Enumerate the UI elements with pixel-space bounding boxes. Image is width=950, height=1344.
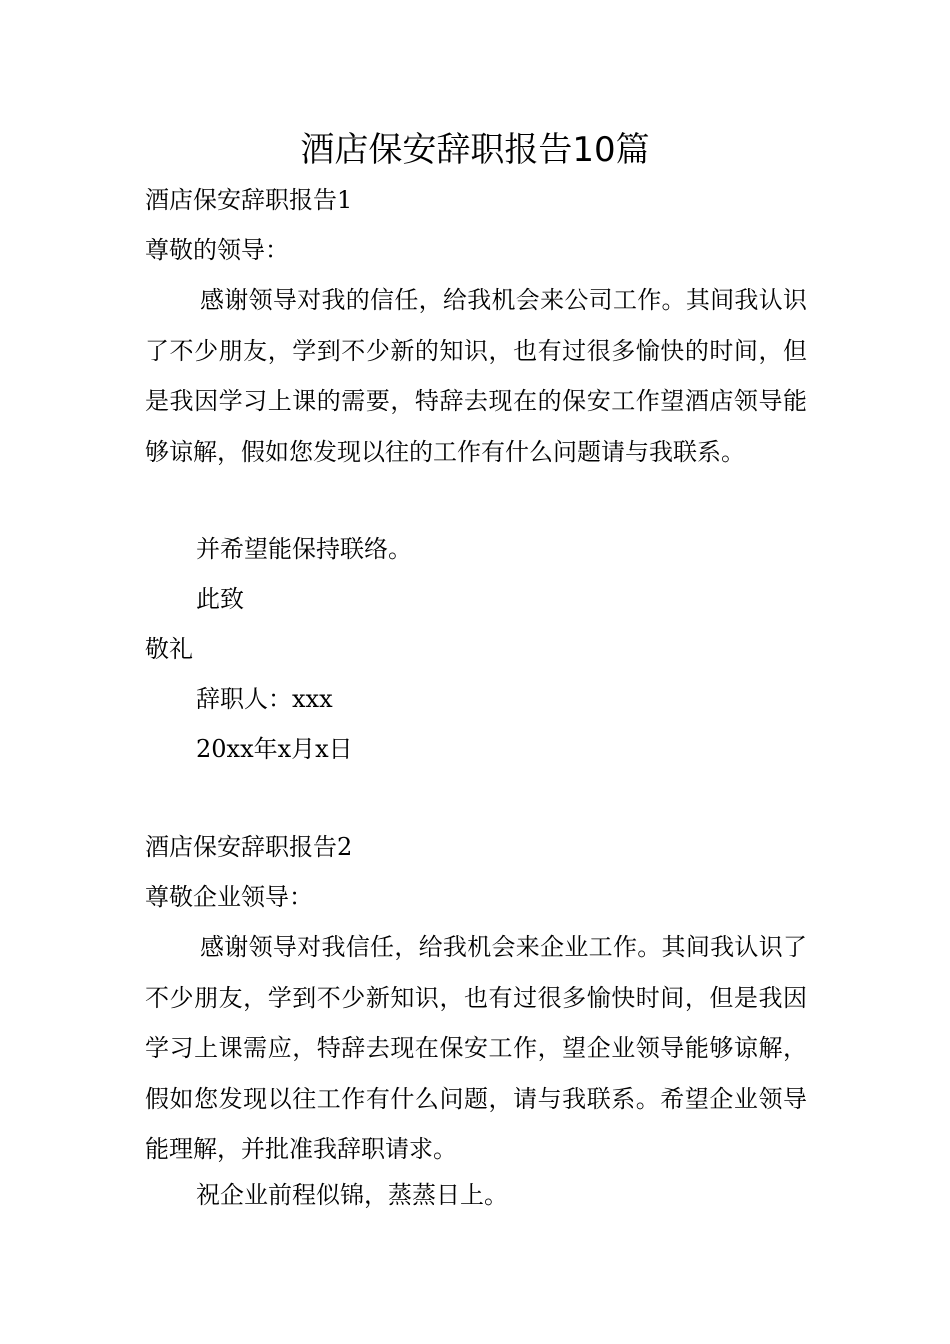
report1-signer: 辞职人：xxx	[196, 685, 333, 713]
report1-salutation: 尊敬的领导：	[145, 236, 289, 264]
report1-date: 20xx年x月x日	[196, 735, 353, 763]
report1-closing-cizhi: 此致	[196, 585, 244, 613]
report1-closing-jingli: 敬礼	[145, 635, 193, 663]
report1-body: 感谢领导对我的信任，给我机会来公司工作。其间我认识了不少朋友，学到不少新的知识，也有过很多愉快的时间，但是我因学习上课的需要，特辞去现在的保安工作望酒店领导能够谅解，假如您发现以往的工作有什么问题请与我联系。	[145, 286, 807, 466]
report2-salutation: 尊敬企业领导：	[145, 883, 313, 911]
report2-heading: 酒店保安辞职报告2	[145, 833, 353, 861]
report2-body: 感谢领导对我信任，给我机会来企业工作。其间我认识了不少朋友，学到不少新知识，也有过很多愉快时间，但是我因学习上课需应，特辞去现在保安工作，望企业领导能够谅解，假如您发现以往工作有什么问题，请与我联系。希望企业领导能理解，并批准我辞职请求。	[145, 933, 807, 1163]
report2-wish: 祝企业前程似锦，蒸蒸日上。	[196, 1181, 508, 1209]
report1-wish: 并希望能保持联络。	[196, 535, 412, 563]
document-title: 酒店保安辞职报告10篇	[300, 130, 650, 170]
report1-heading: 酒店保安辞职报告1	[145, 186, 353, 214]
